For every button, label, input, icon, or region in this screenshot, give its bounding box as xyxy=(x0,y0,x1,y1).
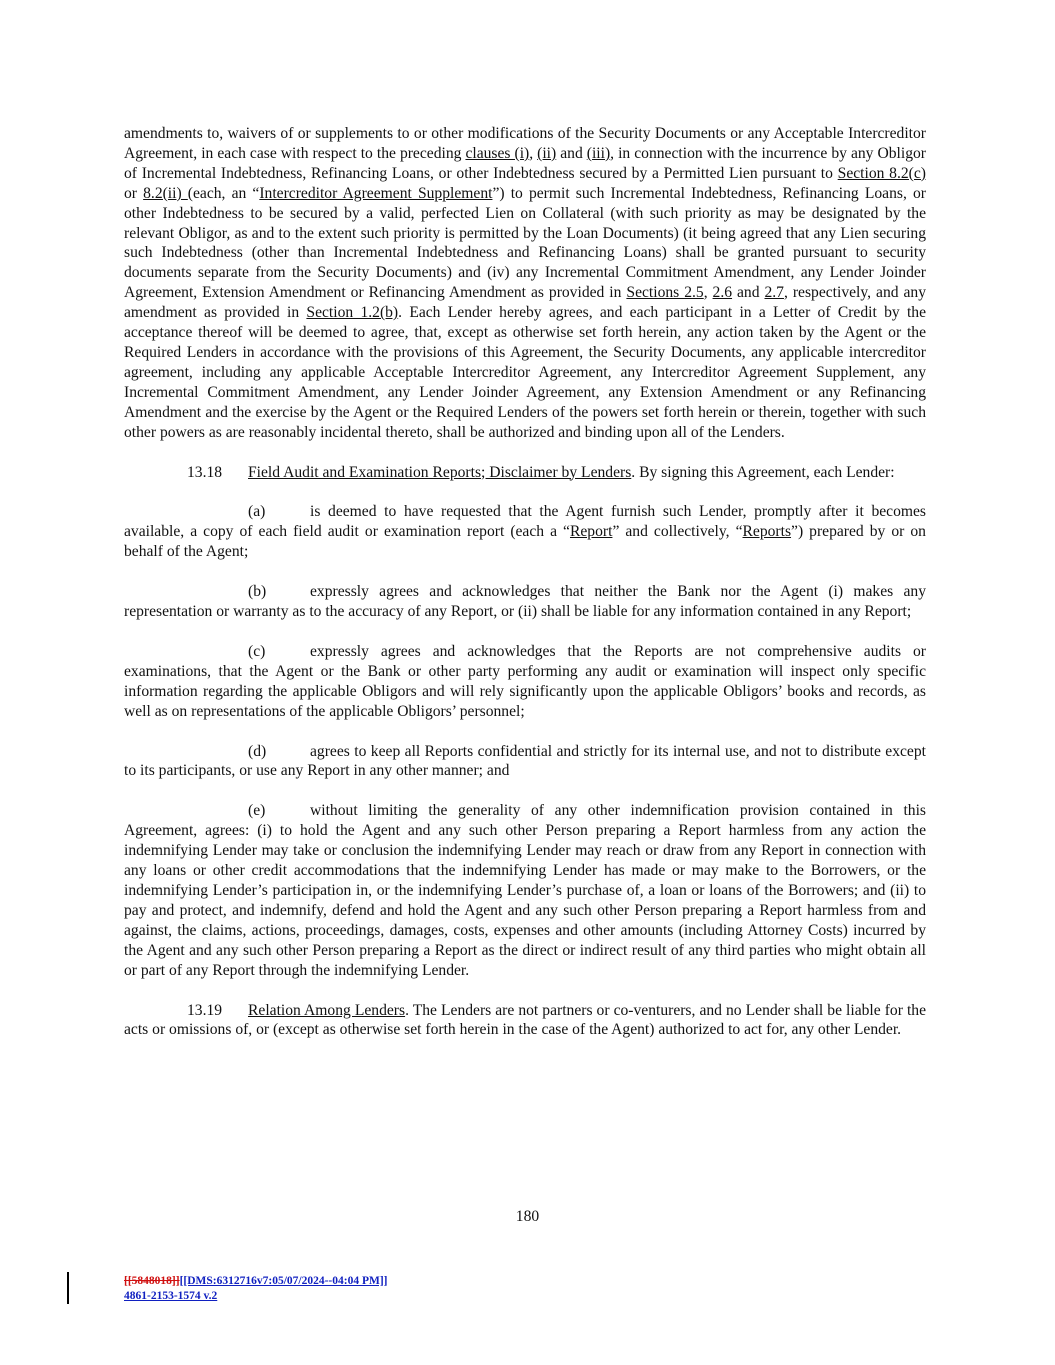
footer-deleted-id: [[5848018]] xyxy=(124,1275,180,1287)
section-13-18: 13.18 Field Audit and Examination Reports; Disclaimer by Lenders. By signing this Agreement, each Lender: xyxy=(187,463,895,481)
ref-sections-2-5: Sections 2.5 xyxy=(626,284,704,302)
section-heading: Field Audit and Examination Reports; Disclaimer by Lenders xyxy=(248,463,632,481)
footer-dms-line xyxy=(124,1274,388,1289)
item-a: (a) is deemed to have requested that the Agent furnish such Lender, promptly after it becomes available, a copy of each field audit or examination report (each a “Report” and collectively, “Reports”) prepared by or on behalf of the Agent; xyxy=(124,503,926,561)
ref-clause-ii: (ii) xyxy=(537,144,557,162)
item-label: (a) xyxy=(248,503,266,521)
item-e: (e) without limiting the generality of any other indemnification provision contained in this Agreement, agrees: (i) to hold the Agent and any such other Person preparing a Report harmless from any action the indemnifying Lender may take or conclusion the indemnifying Lender may reach or draw from any Report in connection with any loans or other credit accommodations that the indemnifying Lender has made or may make to the Borrowers, or the indemnifying Lender’s participation in, or the indemnifying Lender’s purchase of, a loan or loans of the Borrowers; and (ii) to pay and protect, and indemnify, defend and hold the Agent and any such other Person preparing a Report harmless from and against, the claims, actions, proceedings, damages, costs, expenses and other amounts (including Attorney Costs) incurred by the Agent and any such other Person preparing a Report as the direct or indirect result of any third parties who might obtain all or part of any Report through the indemnifying Lender. xyxy=(124,802,926,979)
ref-section-2-6: 2.6 xyxy=(712,284,733,302)
item-b: (b) expressly agrees and acknowledges that neither the Bank nor the Agent (i) makes any representation or warranty as to the accuracy of any Report, or (ii) shall be liable for any information contained in any Report; xyxy=(124,583,926,621)
item-c: (c) expressly agrees and acknowledges that the Reports are not comprehensive audits or examinations, that the Agent or the Bank or other party performing any audit or examination will inspect only specific information regarding the applicable Obligors and will rely significantly upon the applicable Obligors’ books and records, as well as on representations of the applicable Obligors’ personnel; xyxy=(124,642,926,720)
item-label: (d) xyxy=(248,742,267,760)
item-label: (b) xyxy=(248,583,267,601)
change-bar xyxy=(67,1272,69,1304)
item-d: (d) agrees to keep all Reports confidential and strictly for its internal use, and not to distribute except to its participants, or use any Report in any other manner; and xyxy=(124,742,926,780)
ref-section-8-2-c: Section 8.2(c) xyxy=(837,164,926,182)
section-number: 13.18 xyxy=(187,463,223,481)
footer-inserted-id: [[DMS:6312716v7:05/07/2024--04:04 PM]] xyxy=(179,1275,388,1287)
defined-term-intercreditor-supplement: Intercreditor Agreement Supplement xyxy=(259,184,493,202)
section-13-19: 13.19 Relation Among Lenders. The Lenders are not partners or co-venturers, and no Lender shall be liable for the acts or omissions of, or (except as otherwise set forth herein in the case of the Agent) authorized to act for, any other Lender. xyxy=(124,1001,926,1039)
ref-section-1-2-b: Section 1.2(b) xyxy=(306,304,399,322)
paragraph-amendments: amendments to, waivers of or supplements to or other modifications of the Security Documents or any Acceptable Intercreditor Agreement, in each case with respect to the preceding clauses (i), (ii) and (iii), in connection with the incurrence by any Obligor of Incremental Indebtedness, Refinancing Loans, or other Indebtedness secured by a Permitted Lien pursuant to Section 8.2(c) or 8.2(ii) (each, an “Intercreditor Agreement Supplement”) to permit such Incremental Indebtedness, Refinancing Loans, or other Indebtedness to be secured by a valid, perfected Lien on Collateral (with such priority as may be designated by the relevant Obligor, as and to the extent such priority is permitted by the Loan Documents) (it being agreed that any Lien securing such Indebtedness (other than Incremental Indebtedness and Refinancing Loans) shall be granted pursuant to security documents separate from the Security Documents) and (iv) any Incremental Commitment Amendment, any Lender Joinder Agreement, Extension Amendment or Refinancing Amendment as provided in Sections 2.5, 2.6 and 2.7, respectively, and any amendment as provided in Section 1.2(b). Each Lender hereby agrees, and each participant in a Letter of Credit by the acceptance thereof will be deemed to agree, that, except as otherwise set forth herein, any action taken by the Agent or the Required Lenders in accordance with the provisions of this Agreement, the Security Documents, any applicable intercreditor agreement, including any applicable Acceptable Intercreditor Agreement, any Intercreditor Agreement Supplement, any Incremental Commitment Amendment, any Lender Joinder Agreement, any Extension Amendment or any Refinancing Amendment and the exercise by the Agent or the Required Lenders of the powers set forth herein or therein, together with such other powers as are reasonably incidental thereto, shall be authorized and binding upon all of the Lenders. xyxy=(124,125,927,441)
footer-doc-id: 4861-2153-1574 v.2 xyxy=(124,1290,218,1302)
item-label: (c) xyxy=(248,642,266,660)
defined-term-report: Report xyxy=(569,523,613,541)
ref-section-2-7: 2.7 xyxy=(764,284,784,302)
ref-clause-iii: (iii) xyxy=(586,144,611,162)
item-label: (e) xyxy=(248,802,266,820)
section-heading: Relation Among Lenders xyxy=(248,1001,406,1019)
document-body xyxy=(124,124,926,1040)
ref-clause-i: clauses (i) xyxy=(465,144,530,162)
document-footer xyxy=(124,1274,388,1304)
page-number: 180 xyxy=(515,1208,540,1225)
defined-term-reports: Reports xyxy=(742,523,792,541)
ref-section-8-2-ii: 8.2(ii) xyxy=(143,184,188,202)
section-number: 13.19 xyxy=(187,1001,223,1019)
